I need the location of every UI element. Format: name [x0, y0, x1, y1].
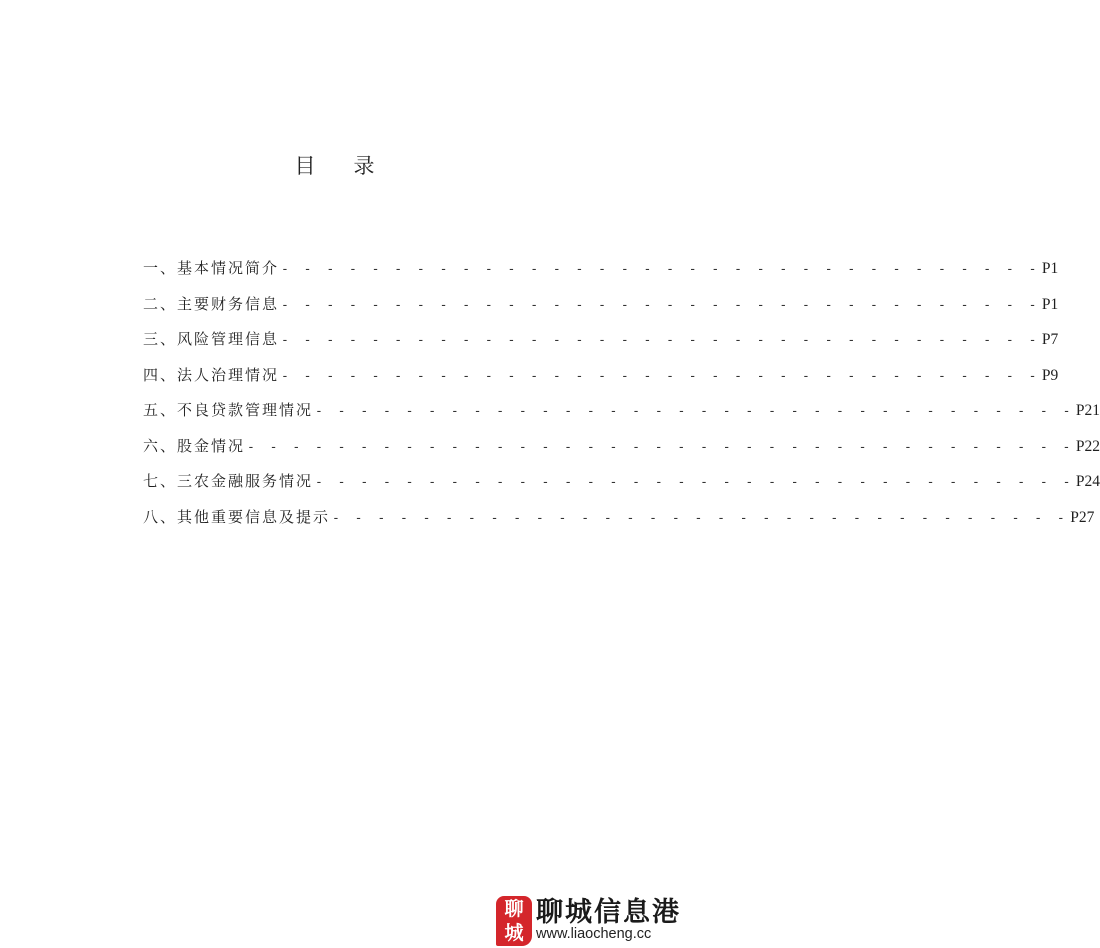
toc-entry [143, 293, 1059, 329]
watermark-logo-char: 城 [504, 922, 524, 944]
toc-entry [143, 364, 1059, 400]
toc-dot-leader: - - - - - - - - - - - - - - - - - - - - - - - - - - - - - - - - - - [315, 404, 1074, 419]
toc-dot-leader: - - - - - - - - - - - - - - - - - - - - - - - - - - - - - - - - - - - - - [247, 439, 1074, 455]
watermark-logo [496, 888, 532, 948]
toc-entry-label: 三、风险管理信息 [143, 330, 280, 348]
toc-dot-leader: - - - - - - - - - - - - - - - - - - - - - - - - - - - - - - - - - - [281, 297, 1040, 313]
toc-entry-label: 八、其他重要信息及提示 [143, 507, 331, 526]
toc-entry-label: 四、法人治理情况 [143, 365, 280, 384]
toc-entry [143, 435, 1100, 471]
toc-entry [143, 328, 1059, 364]
toc-page-number: P9 [1041, 366, 1059, 384]
toc-entry-label: 六、股金情况 [143, 436, 246, 455]
site-watermark [496, 888, 681, 948]
watermark-url: www.liaocheng.cc [536, 926, 652, 942]
toc-dot-leader: - - - - - - - - - - - - - - - - - - - - - - - - - - - - - - - - - - [281, 368, 1040, 384]
toc-dot-leader: - - - - - - - - - - - - - - - - - - - - - - - - - - - - - - - - - - [315, 475, 1074, 490]
toc-page-number: P7 [1041, 331, 1059, 348]
toc-page-number: P27 [1070, 508, 1095, 526]
toc-dot-leader: - - - - - - - - - - - - - - - - - - - - - - - - - - - - - - - - - - [281, 333, 1040, 348]
toc-page-number: P1 [1041, 260, 1059, 277]
toc-entry-label: 二、主要财务信息 [143, 294, 280, 313]
watermark-logo-char: 聊 [504, 898, 524, 920]
toc-entry [143, 506, 1095, 542]
watermark-site-name: 聊城信息港 [536, 897, 681, 928]
toc-entry-label: 一、基本情况简介 [143, 259, 280, 277]
toc-page-number: P21 [1075, 402, 1100, 419]
toc-page-number: P1 [1041, 295, 1059, 313]
toc-entry-label: 五、不良贷款管理情况 [143, 401, 314, 419]
toc-entry [143, 257, 1059, 293]
toc-entry [143, 470, 1100, 506]
toc-page-number: P22 [1075, 437, 1100, 455]
toc-entry-label: 七、三农金融服务情况 [143, 472, 314, 490]
toc-page-number: P24 [1075, 473, 1100, 490]
toc-dot-leader: - - - - - - - - - - - - - - - - - - - - - - - - - - - - - - - - - - [281, 262, 1040, 277]
toc-dot-leader: - - - - - - - - - - - - - - - - - - - - - - - - - - - - - - - - - [332, 510, 1069, 526]
table-of-contents [143, 257, 1100, 541]
page-title: 目录 [294, 154, 413, 178]
toc-entry [143, 399, 1100, 435]
